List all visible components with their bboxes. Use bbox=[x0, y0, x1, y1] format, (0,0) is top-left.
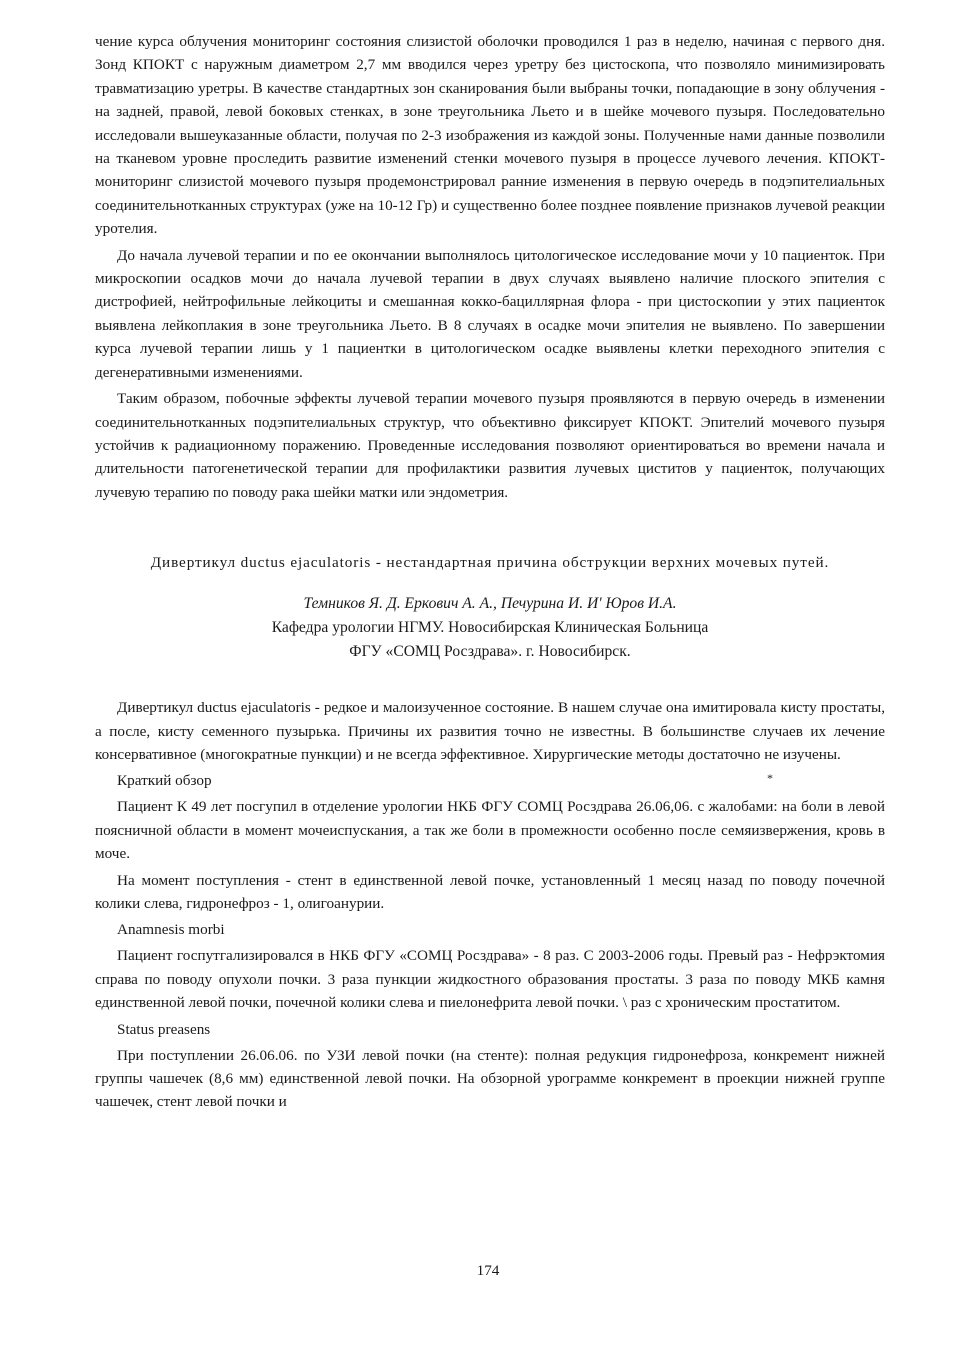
paragraph-intro: Дивертикул ductus ejaculatoris - редкое и малоизученное состояние. В нашем случае она имитировала кисту простаты, а после, кисту семенного пузырька. Причины их развития точно не известны. В большинстве случаев их лечение консервативное (многократные пункции) и не всегда эффективное. Хирургические методы достаточно не изучены. bbox=[95, 699, 885, 763]
paragraph-monitoring: чение курса облучения мониторинг состояния слизистой оболочки проводился 1 раз в неделю, начиная с первого дня. Зонд КПОКТ с наружным диаметром 2,7 мм вводился через уретру без цистоскопа, что позволяло минимизировать травматизацию уретры. В качестве стандартных зон сканирования были выбраны точки, попадающие в зону облучения - на задней, правой, левой боковых стенках, в зоне треугольника Льето и в шейке мочевого пузыря. Последовательно исследовали вышеуказанные области, получая по 2-3 изображения из каждой зоны. Полученные нами данные позволили на тканевом уровне проследить развитие изменений стенки мочевого пузыря в процессе лучевого лечения. КПОКТ-мониторинг слизистой мочевого пузыря продемонстрировал ранние изменения в первую очередь в подэпителиальных соединительнотканных структурах (уже на 10-12 Гр) и существенно более позднее появление признаков лучевой реакции уротелия. bbox=[95, 33, 885, 238]
paragraph-cytology: До начала лучевой терапии и по ее окончании выполнялось цитологическое исследование мочи у 10 пациенток. При микроскопии осадков мочи до начала лучевой терапии в двух случаях выявлено наличие плоского эпителия с дистрофией, нейтрофильные лейкоциты и смешанная кокко-бациллярная флора - при цистоскопии у этих пациенток выявлена лейкоплакия в зоне треугольника Льето. В 8 случаях в осадке мочи эпителия не выявлено. По завершении курса лучевой терапии лишь у 1 пациентки в цитологическом осадке выявлены клетки переходного эпителия с дегенеративными изменениями. bbox=[95, 246, 885, 381]
paragraph-anamnesis: Пациент госпутгализировался в НКБ ФГУ «СОМЦ Росздрава» - 8 раз. С 2003-2006 годы. Превый раз - Нефрэктомия справа по поводу опухоли почки. 3 раза пункции жидкостного образования простаты. 3 раза по поводу МКБ камня единственной левой почки, почечной колики слева и пиелонефрита левой почки. \ раз с хроническим простатитом. bbox=[95, 947, 885, 1012]
heading-review-label: Краткий обзор bbox=[117, 772, 212, 790]
paragraph-admission: На момент поступления - стент в единственной левой почке, установленный 1 месяц назад по поводу почечной колики слева, гидронефроз - 1, олигоанурии. bbox=[95, 871, 885, 912]
heading-review bbox=[95, 769, 885, 792]
paragraph-patient: Пациент К 49 лет посгупил в отделение урологии НКБ ФГУ СОМЦ Росздрава 26.06,06. с жалобами: на боли в левой поясничной области в момент мочеиспускания, а так же боли в промежности особенно после семяизвержения, кровь в моче. bbox=[95, 798, 885, 863]
affiliation-line-1: Кафедра урологии НГМУ. Новосибирская Клиническая Больница bbox=[271, 619, 709, 637]
heading-status: Status preasens bbox=[117, 1020, 211, 1038]
article-authors: Темников Я. Д. Еркович А. А., Печурина И. И' Юров И.А. bbox=[303, 595, 677, 613]
article-title: Дивертикул ductus ejaculatoris - нестандартная причина обструкции верхних мочевых путей. bbox=[150, 554, 830, 572]
affiliation-line-2: ФГУ «СОМЦ Росздрава». г. Новосибирск. bbox=[349, 643, 631, 661]
star-mark: * bbox=[767, 771, 773, 786]
document-page bbox=[95, 30, 885, 1117]
page-number: 174 bbox=[476, 1262, 500, 1279]
heading-anamnesis: Anamnesis morbi bbox=[117, 921, 225, 939]
paragraph-conclusion: Таким образом, побочные эффекты лучевой терапии мочевого пузыря проявляются в первую очередь в изменении соединительнотканных подэпителиальных структур, что объективно фиксирует КПОКТ. Эпителий мочевого пузыря устойчив к радиационному поражению. Проведенные исследования позволяют ориентироваться во времени начала и длительности патогенетической терапии для профилактики развития лучевых циститов у пациенток, получающих лучевую терапию по поводу рака шейки матки или эндометрия. bbox=[95, 390, 885, 501]
paragraph-status: При поступлении 26.06.06. по УЗИ левой почки (на стенте): полная редукция гидронефроза, конкремент нижней группы чашечек (8,6 мм) единственной левой почки. На обзорной урограмме конкремент в проекции нижней группе чашечек, стент левой почки и bbox=[95, 1046, 885, 1111]
